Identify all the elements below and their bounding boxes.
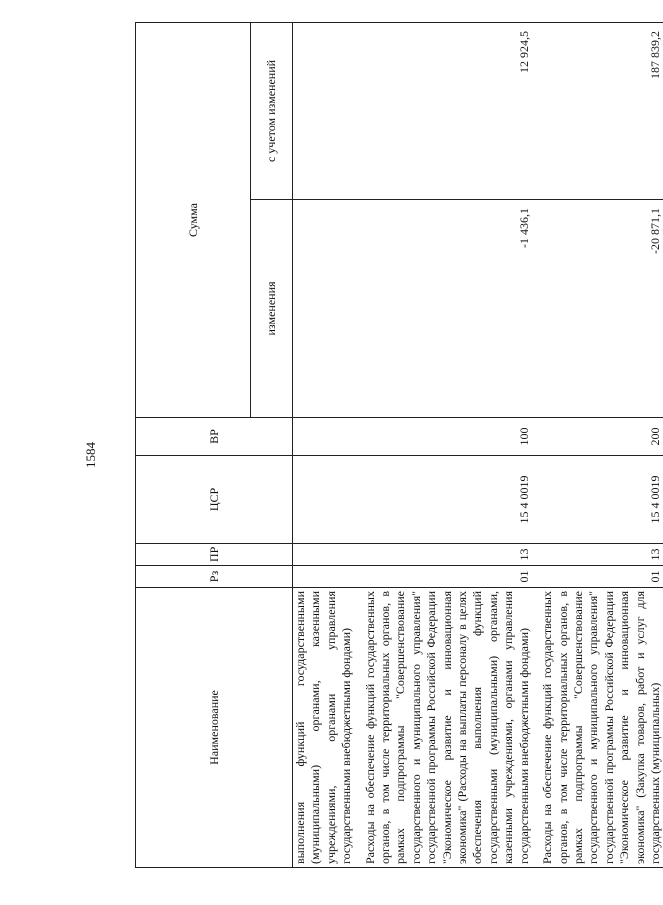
row-csr	[293, 456, 355, 544]
table-row	[355, 22, 532, 867]
row-vr	[293, 418, 355, 456]
row-rz: 01	[355, 566, 532, 588]
header-sum: Сумма	[136, 22, 251, 417]
row-name: Расходы на обеспечение функций государственных органов, в том числе территориальных органов, в рамках подпрограммы "Совершенствование государственного и муниципального управления" государственной программы Российской Федерации "Экономическое развитие и инновационная экономика" (Расходы на выплаты персоналу в целях обеспечения выполнения функций государственными (муниципальными) органами, казенными учреждениями, органами управления государственными внебюджетными фондами)	[355, 588, 532, 868]
row-total: 187 839,2	[532, 22, 663, 199]
table-row	[532, 22, 663, 867]
row-change	[293, 200, 355, 418]
row-pr	[293, 544, 355, 566]
row-total: 12 924,5	[355, 22, 532, 199]
budget-table	[135, 22, 663, 868]
row-rz	[293, 566, 355, 588]
row-rz: 01	[532, 566, 663, 588]
row-name: выполнения функций государственными (муниципальными) органами, казенными учреждениями, органами управления государственными внебюджетными фондами)	[293, 588, 355, 868]
header-total: с учетом изменений	[251, 22, 293, 199]
header-rz: Рз	[136, 566, 293, 588]
page-number: 1584	[83, 442, 98, 468]
row-pr: 13	[355, 544, 532, 566]
row-change: -20 871,1	[532, 200, 663, 418]
header-csr: ЦСР	[136, 456, 293, 544]
table-row	[293, 22, 355, 867]
row-csr: 15 4 0019	[355, 456, 532, 544]
header-change: изменения	[251, 200, 293, 418]
header-pr: ПР	[136, 544, 293, 566]
header-name: Наименование	[136, 588, 293, 868]
row-pr: 13	[532, 544, 663, 566]
row-change: -1 436,1	[355, 200, 532, 418]
row-vr: 200	[532, 418, 663, 456]
header-vr: ВР	[136, 418, 293, 456]
row-name: Расходы на обеспечение функций государственных органов, в том числе территориальных органов, в рамках подпрограммы "Совершенствование государственного и муниципального управления" государственной программы Российской Федерации "Экономическое развитие и инновационная экономика" (Закупка товаров, работ и услуг для государственных (муниципальных)	[532, 588, 663, 868]
rotated-page	[75, 23, 663, 868]
row-vr: 100	[355, 418, 532, 456]
row-total	[293, 22, 355, 199]
row-csr: 15 4 0019	[532, 456, 663, 544]
